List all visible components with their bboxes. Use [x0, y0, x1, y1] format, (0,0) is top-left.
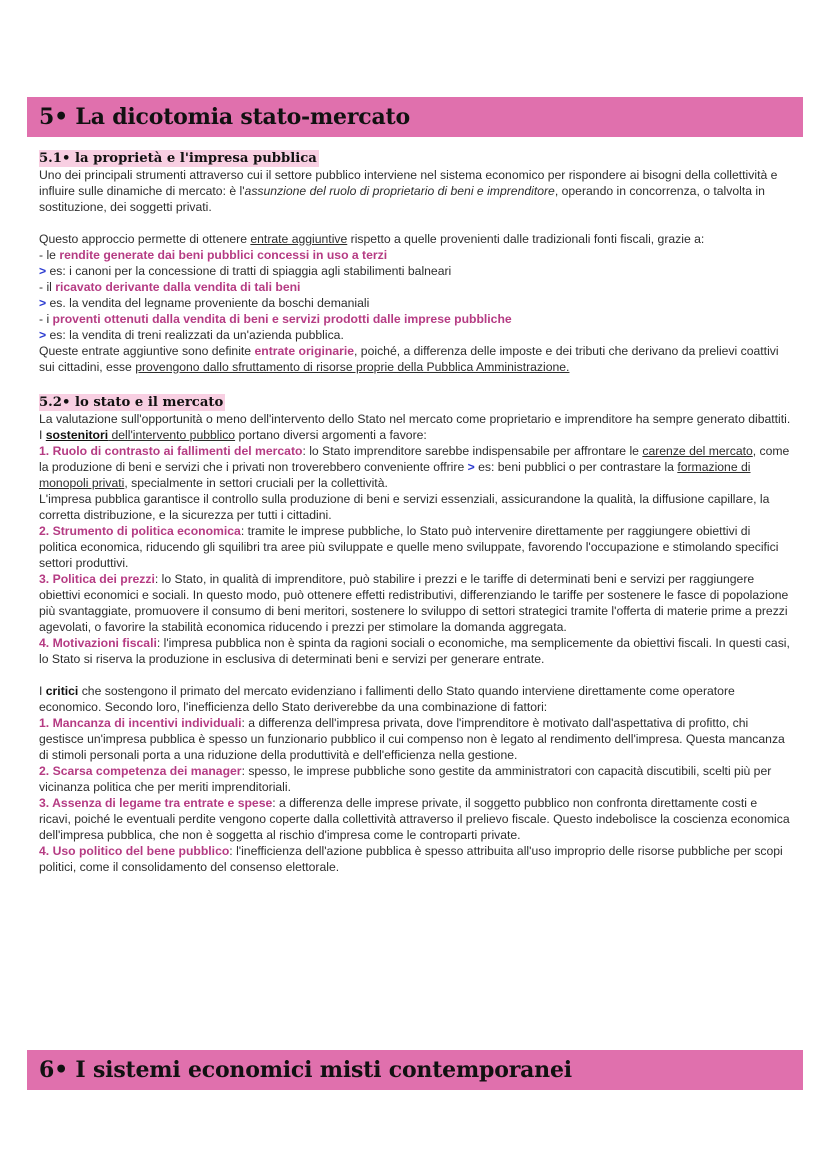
critic-point-1: 1. Mancanza di incentivi individuali: a differenza dell'impresa privata, dove l'imprenditore è motivato dall'aspettativa di profitto, chi gestisce un'impresa pubblica è spesso un funzionario pubblico il cui compenso non è legato al rendimento dell'impresa. Questa mancanza di stimoli personali porta a una riduzione della produttività e dell'efficienza nella gestione. — [39, 716, 785, 762]
arrow-icon: > — [467, 460, 475, 474]
s52-supporters: I sostenitori dell'intervento pubblico portano diversi argomenti a favore: — [39, 428, 427, 442]
list-item-example: > es: i canoni per la concessione di tratti di spiaggia agli stabilimenti balneari — [39, 264, 452, 278]
list-item: - il ricavato derivante dalla vendita di tali beni — [39, 280, 301, 294]
subsection-5-1-title: 5.1• la proprietà e l'impresa pubblica — [39, 151, 317, 166]
supporter-point-1-detail: L'impresa pubblica garantisce il controllo sulla produzione di beni e servizi essenziali, assicurandone la qualità, la diffusione capillare, la corretta distribuzione, e la sicurezza per tutti i cittadini. — [39, 492, 770, 522]
s51-closing: Queste entrate aggiuntive sono definite entrate originarie, poiché, a differenza delle imposte e dei tributi che derivano da prelievi coattivi sui cittadini, esse provengono dallo sfruttamento di risorse proprie della Pubblica Amministrazione. — [39, 344, 779, 374]
list-item: - i proventi ottenuti dalla vendita di beni e servizi prodotti dalle imprese pubbliche — [39, 312, 512, 326]
supporter-point-4: 4. Motivazioni fiscali: l'impresa pubblica non è spinta da ragioni sociali o economiche, ma semplicemente da obiettivi fiscali. In questi casi, lo Stato si riserva la produzione in esclusiva di determinati beni e servizi per generare entrate. — [39, 636, 790, 666]
section-5-header — [27, 97, 803, 137]
s52-intro: La valutazione sull'opportunità o meno dell'intervento dello Stato nel mercato come proprietario e imprenditore ha sempre generato dibattiti. — [39, 412, 791, 426]
supporter-point-2: 2. Strumento di politica economica: tramite le imprese pubbliche, lo Stato può intervenire direttamente per raggiungere obiettivi di politica economica, riducendo gli squilibri tra aree più sviluppate e quelle meno sviluppate, favorendo l'occupazione e stimolando specifici settori produttivi. — [39, 524, 779, 570]
s51-approach: Questo approccio permette di ottenere entrate aggiuntive rispetto a quelle provenienti dalle tradizionali fonti fiscali, grazie a: — [39, 232, 705, 246]
supporter-point-3: 3. Politica dei prezzi: lo Stato, in qualità di imprenditore, può stabilire i prezzi e le tariffe di determinati beni e servizi per raggiungere obiettivi economici e sociali. In questo modo, può ottenere effetti redistributivi, differenziando le tariffe per sostenere le fasce di popolazione più svantaggiate, promuovere il consumo di beni meritori, sostenere lo sviluppo di settori strategici tramite l'offerta di materie prime a prezzi agevolati, o favorire la stabilità economica riducendo i prezzi per stimolare la domanda aggregata. — [39, 572, 789, 634]
list-item: - le rendite generate dai beni pubblici concessi in uso a terzi — [39, 248, 388, 262]
arrow-icon: > — [39, 296, 47, 310]
arrow-icon: > — [39, 328, 47, 342]
section-5-title: 5• La dicotomia stato-mercato — [39, 104, 410, 130]
list-item-example: > es: la vendita di treni realizzati da un'azienda pubblica. — [39, 328, 344, 342]
arrow-icon: > — [39, 264, 47, 278]
subsection-5-2-title: 5.2• lo stato e il mercato — [39, 395, 224, 410]
section-6-header — [27, 1050, 803, 1090]
critic-point-3: 3. Assenza di legame tra entrate e spese: a differenza delle imprese private, il soggetto pubblico non confronta direttamente costi e ricavi, poiché le eventuali perdite vengono coperte dalla collettività attraverso il prelievo fiscale. Questo indebolisce la coscienza economica dell'impresa pubblica, che non è soggetta al rischio d'impresa come le controparti private. — [39, 796, 790, 842]
critic-point-4: 4. Uso politico del bene pubblico: l'inefficienza dell'azione pubblica è spesso attribuita all'uso improprio delle risorse pubbliche per scopi politici, come il consolidamento del consenso elettorale. — [39, 844, 783, 874]
critic-point-2: 2. Scarsa competenza dei manager: spesso, le imprese pubbliche sono gestite da amministratori con capacità discutibili, scelti più per vicinanza politica che per meriti imprenditoriali. — [39, 764, 772, 794]
supporter-point-1: 1. Ruolo di contrasto ai fallimenti del mercato: lo Stato imprenditore sarebbe indispensabile per affrontare le carenze del mercato, come la produzione di beni e servizi che i privati non troverebbero conveniente offrire > es: beni pubblici o per contrastare la formazione di monopoli privati, specialmente in settori cruciali per la collettività. — [39, 444, 790, 490]
s52-critics: I critici che sostengono il primato del mercato evidenziano i fallimenti dello Stato quando interviene direttamente come operatore economico. Secondo loro, l'inefficienza dello Stato deriverebbe da una combinazione di fattori: — [39, 684, 735, 714]
section-5-content — [39, 150, 791, 875]
section-6-title: 6• I sistemi economici misti contemporanei — [39, 1057, 572, 1083]
list-item-example: > es. la vendita del legname proveniente da boschi demaniali — [39, 296, 370, 310]
s51-intro: Uno dei principali strumenti attraverso cui il settore pubblico interviene nel sistema economico per rispondere ai bisogni della collettività e influire sulle dinamiche di mercato: è l'assunzione del ruolo di proprietario di beni e imprenditore, operando in concorrenza, o talvolta in sostituzione, dei soggetti privati. — [39, 168, 778, 214]
